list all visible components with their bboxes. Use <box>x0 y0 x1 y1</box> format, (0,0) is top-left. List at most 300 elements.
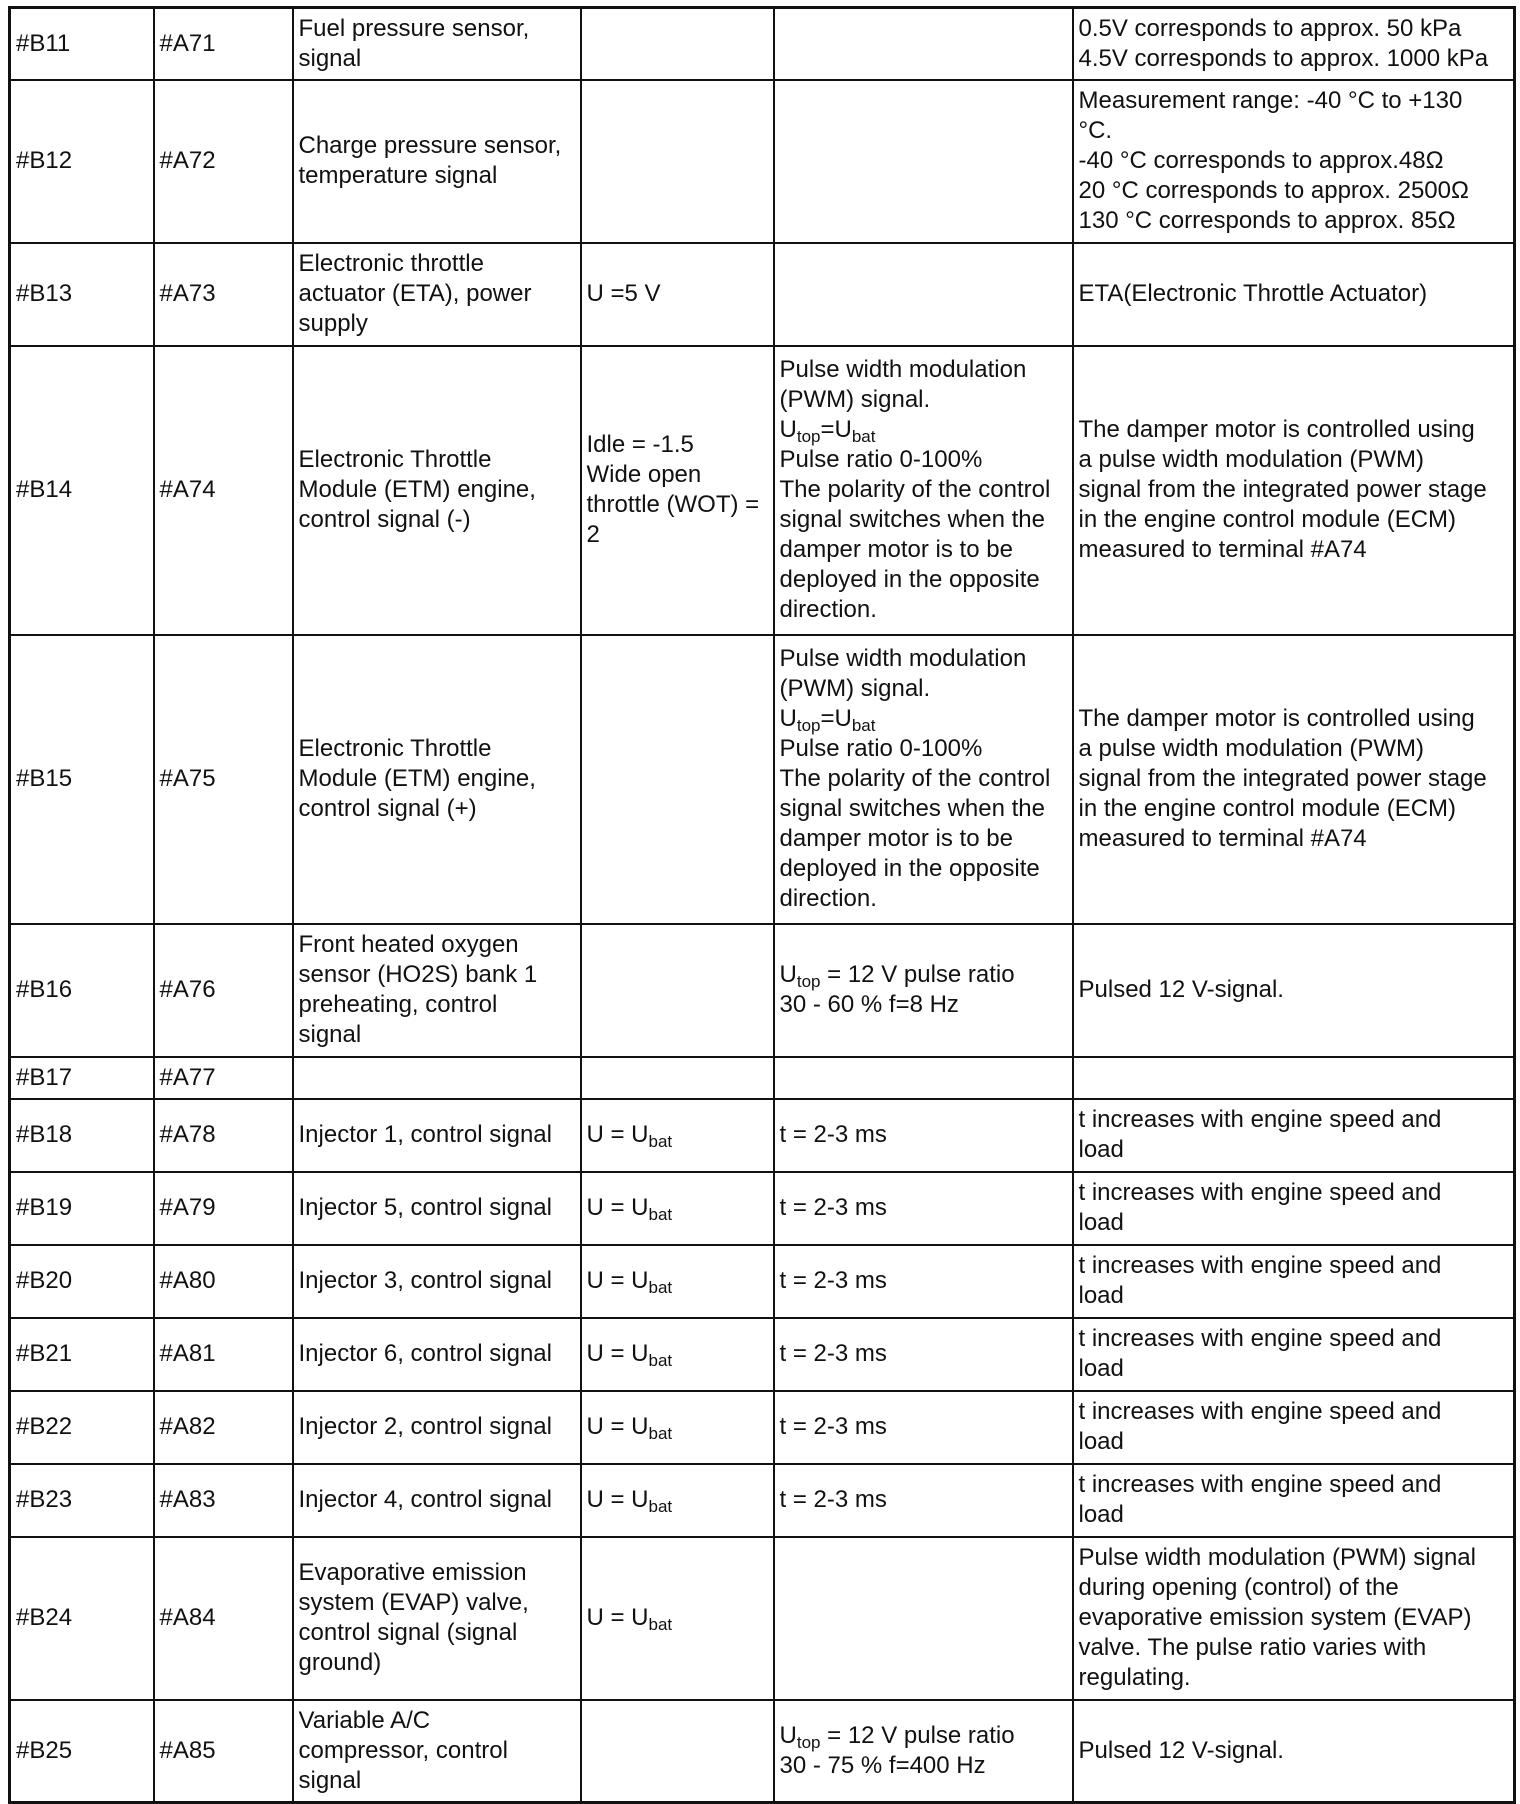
dc-voltage-line <box>587 1120 768 1150</box>
notes-cell <box>1073 1057 1515 1099</box>
notes <box>1079 86 1509 236</box>
notes-line: signal from the integrated power stage <box>1078 476 1487 503</box>
description-line: control signal (-) <box>298 506 471 533</box>
ac-signal-line: (PWM) signal. <box>779 386 931 413</box>
notes-line: t increases with engine speed and <box>1078 1106 1442 1133</box>
description-cell <box>293 346 581 635</box>
ac-signal-line: signal switches when the <box>779 506 1045 533</box>
pin-b-label: #B19 <box>16 1194 73 1221</box>
pin-a-label: #A72 <box>159 147 216 174</box>
description-line: preheating, control <box>298 991 498 1018</box>
ac-signal-cell <box>774 1172 1073 1245</box>
description-line: Electronic throttle <box>298 250 484 277</box>
notes <box>1079 415 1509 565</box>
description-line: signal <box>298 1766 362 1794</box>
pin-b-cell <box>10 635 154 924</box>
pin-b-label: #B15 <box>16 765 73 792</box>
dc-voltage <box>587 1193 768 1223</box>
pin-b-label: #B23 <box>16 1486 73 1513</box>
dc-voltage-line: Idle = -1.5 <box>586 431 694 458</box>
ac-signal-line: Pulse width modulation <box>779 645 1027 672</box>
notes-line: during opening (control) of the <box>1078 1574 1399 1601</box>
notes <box>1079 1397 1509 1457</box>
ac-signal-line <box>780 1721 1067 1751</box>
pin-a-cell <box>154 1700 293 1803</box>
dc-voltage-cell <box>581 1099 774 1172</box>
ac-signal-line: signal switches when the <box>779 795 1045 822</box>
table-row <box>10 1391 1515 1464</box>
description-cell <box>293 1318 581 1391</box>
dc-voltage-line <box>587 1266 768 1296</box>
notes <box>1079 1543 1509 1693</box>
pin-a-cell <box>154 1245 293 1318</box>
ac-signal <box>780 644 1067 914</box>
pin-b-label: #B14 <box>16 476 73 503</box>
description-cell <box>293 924 581 1057</box>
ac-signal-value: t = 2-3 ms <box>779 1413 887 1440</box>
notes <box>1079 975 1509 1005</box>
ac-signal-line: The polarity of the control <box>779 476 1051 503</box>
table-row <box>10 1057 1515 1099</box>
utop-ubat-formula: $U_{top}=U_{bat}$ <box>779 705 876 735</box>
description-line: supply <box>298 310 368 337</box>
formula-subscript: bat <box>648 1497 673 1516</box>
ac-signal-cell <box>774 1464 1073 1537</box>
notes-line: °C. <box>1078 117 1113 144</box>
dc-voltage <box>587 1266 768 1296</box>
formula-symbol: U <box>779 1721 797 1749</box>
formula-value: = 12 V pulse ratio <box>820 1721 1015 1749</box>
description-cell <box>293 1700 581 1803</box>
dc-voltage-line <box>587 1339 768 1369</box>
description-line: signal <box>298 44 362 72</box>
notes-line: in the engine control module (ECM) <box>1078 506 1457 533</box>
ac-signal-line: Pulse width modulation <box>779 356 1027 383</box>
dc-voltage-cell <box>581 1537 774 1700</box>
notes <box>1079 279 1509 309</box>
description <box>299 1706 575 1796</box>
notes-cell <box>1073 8 1515 80</box>
notes-line: signal from the integrated power stage <box>1078 765 1487 792</box>
pin-b-cell <box>10 1700 154 1803</box>
notes-line: t increases with engine speed and <box>1078 1179 1442 1206</box>
description <box>299 1485 575 1515</box>
pin-b-label: #B21 <box>16 1340 73 1367</box>
dc-voltage-cell <box>581 1172 774 1245</box>
description-cell <box>293 243 581 346</box>
table-row <box>10 243 1515 346</box>
notes-line: regulating. <box>1078 1664 1191 1691</box>
notes <box>1079 1251 1509 1311</box>
pin-b-label: #B20 <box>16 1267 73 1294</box>
description-line: Charge pressure sensor, <box>298 132 562 159</box>
table-row <box>10 635 1515 924</box>
pin-b-cell <box>10 1318 154 1391</box>
pin-b-cell <box>10 924 154 1057</box>
ac-signal-line: deployed in the opposite <box>779 855 1040 882</box>
description-line: Electronic Throttle <box>298 735 492 762</box>
pin-a-label: #A78 <box>159 1121 216 1148</box>
description-cell <box>293 1172 581 1245</box>
dc-voltage-cell <box>581 1245 774 1318</box>
notes <box>1079 1105 1509 1165</box>
notes-line: 4.5V corresponds to approx. 1000 kPa <box>1078 44 1489 72</box>
pin-b-cell <box>10 8 154 80</box>
pin-a-cell <box>154 1172 293 1245</box>
description <box>299 1193 575 1223</box>
pin-a-label: #A77 <box>159 1063 216 1091</box>
formula-symbol: U = U <box>586 1121 649 1148</box>
formula-symbol: U = U <box>586 1486 649 1513</box>
notes-line: The damper motor is controlled using <box>1078 416 1475 443</box>
description-cell <box>293 1057 581 1099</box>
pin-b-label: #B24 <box>16 1604 73 1631</box>
notes-cell <box>1073 1172 1515 1245</box>
description-line: Injector 6, control signal <box>298 1340 552 1367</box>
description-line: Module (ETM) engine, <box>298 765 536 792</box>
ac-signal-cell <box>774 8 1073 80</box>
dc-voltage-line <box>587 1193 768 1223</box>
ac-signal-line: direction. <box>779 885 877 912</box>
notes-line: measured to terminal #A74 <box>1078 825 1367 852</box>
pin-a-cell <box>154 924 293 1057</box>
pin-b-cell <box>10 243 154 346</box>
pin-b-label: #B11 <box>16 29 71 57</box>
table-row <box>10 1700 1515 1803</box>
description-line: sensor (HO2S) bank 1 <box>298 961 538 988</box>
notes-cell <box>1073 1099 1515 1172</box>
dc-voltage-line: 2 <box>586 521 600 548</box>
ac-signal-cell <box>774 1537 1073 1700</box>
notes-line: t increases with engine speed and <box>1078 1398 1442 1425</box>
pin-a-cell <box>154 1099 293 1172</box>
ac-signal <box>780 1721 1067 1781</box>
dc-voltage <box>587 430 768 550</box>
description-line: ground) <box>298 1649 382 1676</box>
pin-b-cell <box>10 346 154 635</box>
notes-line: load <box>1078 1136 1124 1163</box>
notes <box>1079 704 1509 854</box>
dc-voltage-cell <box>581 243 774 346</box>
description-line: temperature signal <box>298 162 498 189</box>
ac-signal-cell <box>774 80 1073 243</box>
table-row <box>10 1245 1515 1318</box>
notes-line: load <box>1078 1209 1124 1236</box>
dc-voltage <box>587 1485 768 1515</box>
description <box>299 1412 575 1442</box>
notes-line: 130 °C corresponds to approx. 85Ω <box>1078 207 1456 234</box>
description <box>299 14 575 74</box>
pin-a-label: #A82 <box>159 1413 216 1440</box>
pin-a-cell <box>154 1537 293 1700</box>
dc-voltage-line <box>587 1485 768 1515</box>
dc-voltage-line <box>587 1603 768 1633</box>
notes-line: t increases with engine speed and <box>1078 1252 1442 1279</box>
table-row <box>10 1172 1515 1245</box>
notes-cell <box>1073 1537 1515 1700</box>
ac-signal-value: t = 2-3 ms <box>779 1194 887 1221</box>
pin-b-label: #B13 <box>16 280 73 307</box>
description-cell <box>293 1391 581 1464</box>
notes-cell <box>1073 1245 1515 1318</box>
table-row <box>10 8 1515 80</box>
notes-line: a pulse width modulation (PWM) <box>1078 446 1424 473</box>
dc-voltage-cell <box>581 1057 774 1099</box>
dc-voltage-cell <box>581 924 774 1057</box>
table-row <box>10 1537 1515 1700</box>
pin-a-label: #A81 <box>159 1340 216 1367</box>
description <box>299 734 575 824</box>
pin-a-label: #A80 <box>159 1267 216 1294</box>
description-line: Injector 5, control signal <box>298 1194 552 1221</box>
table-row <box>10 1464 1515 1537</box>
dc-voltage-cell <box>581 80 774 243</box>
pin-b-label: #B16 <box>16 976 73 1003</box>
formula-symbol: U = U <box>586 1194 649 1221</box>
ac-signal-value: t = 2-3 ms <box>779 1267 887 1294</box>
dc-voltage-cell <box>581 1700 774 1803</box>
description-line: Injector 4, control signal <box>298 1486 552 1513</box>
description-line: Evaporative emission <box>298 1559 527 1586</box>
notes-line: The damper motor is controlled using <box>1078 705 1475 732</box>
notes-line: a pulse width modulation (PWM) <box>1078 735 1424 762</box>
ac-signal-line <box>780 960 1067 990</box>
notes-line: Pulse width modulation (PWM) signal <box>1078 1544 1476 1571</box>
pin-a-cell <box>154 635 293 924</box>
formula-subscript: top <box>796 1732 821 1752</box>
dc-voltage-cell <box>581 346 774 635</box>
notes-line: 20 °C corresponds to approx. 2500Ω <box>1078 177 1469 204</box>
dc-voltage <box>587 1120 768 1150</box>
notes-cell <box>1073 80 1515 243</box>
description-line: Module (ETM) engine, <box>298 476 536 503</box>
description-cell <box>293 635 581 924</box>
notes-line: valve. The pulse ratio varies with <box>1078 1634 1427 1661</box>
ac-signal-cell <box>774 924 1073 1057</box>
description-cell <box>293 1464 581 1537</box>
pin-b-cell <box>10 1464 154 1537</box>
pin-a-label: #A83 <box>159 1486 216 1513</box>
description-line: Front heated oxygen <box>298 931 519 958</box>
dc-voltage-line: throttle (WOT) = <box>586 491 760 518</box>
pin-a-cell <box>154 80 293 243</box>
pin-b-label: #B17 <box>16 1063 73 1091</box>
ac-signal-cell <box>774 1245 1073 1318</box>
dc-voltage-value: U =5 V <box>586 280 661 307</box>
description <box>299 249 575 339</box>
notes-cell <box>1073 1318 1515 1391</box>
description-line: system (EVAP) valve, <box>298 1589 529 1616</box>
pin-b-label: #B18 <box>16 1121 73 1148</box>
description-line: actuator (ETA), power <box>298 280 532 307</box>
ac-signal-value: t = 2-3 ms <box>779 1486 887 1513</box>
pin-a-cell <box>154 1464 293 1537</box>
ac-signal-line: 30 - 60 % f=8 Hz <box>779 991 959 1018</box>
description-line: signal <box>298 1021 362 1048</box>
description <box>299 1558 575 1678</box>
description <box>299 445 575 535</box>
pin-b-label: #B25 <box>16 1736 73 1764</box>
pin-b-cell <box>10 1099 154 1172</box>
description-line: Electronic Throttle <box>298 446 492 473</box>
formula-symbol: U <box>779 961 797 988</box>
notes-cell <box>1073 1700 1515 1803</box>
description-cell <box>293 1537 581 1700</box>
ac-signal-cell <box>774 1318 1073 1391</box>
formula-value: = 12 V pulse ratio <box>820 961 1015 988</box>
notes-line: measured to terminal #A74 <box>1078 536 1367 563</box>
ac-signal-line: Pulse ratio 0-100% <box>779 446 983 473</box>
ac-signal-value: t = 2-3 ms <box>779 1340 887 1367</box>
pin-a-cell <box>154 1057 293 1099</box>
description-line: Injector 3, control signal <box>298 1267 552 1294</box>
formula-subscript: bat <box>648 1351 673 1370</box>
pin-a-label: #A71 <box>159 29 216 57</box>
notes-line: t increases with engine speed and <box>1078 1325 1442 1352</box>
ac-signal-line: (PWM) signal. <box>779 675 931 702</box>
ac-signal-cell <box>774 1700 1073 1803</box>
ac-signal-line: 30 - 75 % f=400 Hz <box>779 1751 986 1779</box>
pin-a-label: #A85 <box>159 1736 216 1764</box>
formula-subscript: top <box>796 972 821 991</box>
description-cell <box>293 1245 581 1318</box>
ac-signal-cell <box>774 1391 1073 1464</box>
notes-line: t increases with engine speed and <box>1078 1471 1442 1498</box>
ac-signal-line: damper motor is to be <box>779 536 1013 563</box>
notes <box>1079 1178 1509 1238</box>
dc-voltage-line: Wide open <box>586 461 702 488</box>
description-line: Variable A/C <box>298 1706 431 1734</box>
formula-subscript: bat <box>648 1424 673 1443</box>
table-row <box>10 80 1515 243</box>
dc-voltage-cell <box>581 1318 774 1391</box>
notes-line: in the engine control module (ECM) <box>1078 795 1457 822</box>
notes-cell <box>1073 635 1515 924</box>
notes-line: load <box>1078 1282 1124 1309</box>
ac-signal <box>780 960 1067 1020</box>
notes-line: evaporative emission system (EVAP) <box>1078 1604 1472 1631</box>
notes-cell <box>1073 1391 1515 1464</box>
formula-symbol: U = U <box>586 1267 649 1294</box>
notes-cell <box>1073 346 1515 635</box>
pin-a-label: #A79 <box>159 1194 216 1221</box>
dc-voltage-line <box>587 1412 768 1442</box>
description-line: compressor, control <box>298 1736 508 1764</box>
ac-signal-line: direction. <box>779 596 877 623</box>
description <box>299 930 575 1050</box>
formula-symbol: U = U <box>586 1413 649 1440</box>
ac-signal-line: deployed in the opposite <box>779 566 1040 593</box>
ac-signal-cell <box>774 1099 1073 1172</box>
notes <box>1079 1736 1509 1766</box>
description-line: Injector 2, control signal <box>298 1413 552 1440</box>
notes <box>1079 1470 1509 1530</box>
description-line: control signal (+) <box>298 795 477 822</box>
pin-assignment-table <box>8 6 1516 1804</box>
pin-a-label: #A73 <box>159 280 216 307</box>
pin-b-label: #B22 <box>16 1413 73 1440</box>
dc-voltage-cell <box>581 1391 774 1464</box>
pin-a-label: #A84 <box>159 1604 216 1631</box>
notes-line: load <box>1078 1355 1124 1382</box>
notes-cell <box>1073 924 1515 1057</box>
pin-b-cell <box>10 1172 154 1245</box>
notes <box>1079 1324 1509 1384</box>
formula-subscript: bat <box>648 1132 673 1151</box>
ac-signal <box>780 355 1067 625</box>
notes-line: load <box>1078 1428 1124 1455</box>
dc-voltage-cell <box>581 8 774 80</box>
table-row <box>10 924 1515 1057</box>
pin-b-cell <box>10 1057 154 1099</box>
description-cell <box>293 8 581 80</box>
pin-a-cell <box>154 346 293 635</box>
description <box>299 1266 575 1296</box>
ac-signal-line: damper motor is to be <box>779 825 1013 852</box>
notes <box>1079 14 1509 74</box>
pin-b-label: #B12 <box>16 147 73 174</box>
pin-a-cell <box>154 8 293 80</box>
ac-signal-cell <box>774 243 1073 346</box>
formula-subscript: bat <box>648 1205 673 1224</box>
ac-signal-line: Pulse ratio 0-100% <box>779 735 983 762</box>
ac-signal-cell <box>774 346 1073 635</box>
description-cell <box>293 1099 581 1172</box>
description-cell <box>293 80 581 243</box>
notes-line: 0.5V corresponds to approx. 50 kPa <box>1078 14 1462 42</box>
pin-b-cell <box>10 1537 154 1700</box>
dc-voltage <box>587 1603 768 1633</box>
notes-line: -40 °C corresponds to approx.48Ω <box>1078 147 1444 174</box>
pin-b-cell <box>10 1245 154 1318</box>
notes-line: ETA(Electronic Throttle Actuator) <box>1078 280 1428 307</box>
ac-signal-value: t = 2-3 ms <box>779 1121 887 1148</box>
notes-cell <box>1073 243 1515 346</box>
dc-voltage-cell <box>581 635 774 924</box>
description <box>299 131 575 191</box>
formula-subscript: bat <box>648 1278 673 1297</box>
ac-signal-cell <box>774 1057 1073 1099</box>
dc-voltage <box>587 1412 768 1442</box>
table-body <box>10 8 1515 1803</box>
formula-subscript: bat <box>648 1615 673 1634</box>
pin-b-cell <box>10 80 154 243</box>
description <box>299 1120 575 1150</box>
description-line: Injector 1, control signal <box>298 1121 552 1148</box>
description-line: control signal (signal <box>298 1619 518 1646</box>
ac-signal-cell <box>774 635 1073 924</box>
dc-voltage-cell <box>581 1464 774 1537</box>
dc-voltage <box>587 1339 768 1369</box>
notes-line: load <box>1078 1501 1124 1528</box>
table-row <box>10 1318 1515 1391</box>
notes-line: Measurement range: -40 °C to +130 <box>1078 87 1463 114</box>
description <box>299 1339 575 1369</box>
description-line: Fuel pressure sensor, <box>298 14 530 42</box>
ac-signal-line: The polarity of the control <box>779 765 1051 792</box>
notes-line: Pulsed 12 V-signal. <box>1078 976 1284 1003</box>
pin-b-cell <box>10 1391 154 1464</box>
pin-a-label: #A76 <box>159 976 216 1003</box>
pin-a-cell <box>154 243 293 346</box>
table-row <box>10 346 1515 635</box>
formula-symbol: U = U <box>586 1604 649 1631</box>
pin-a-cell <box>154 1391 293 1464</box>
pin-a-cell <box>154 1318 293 1391</box>
formula-symbol: U = U <box>586 1340 649 1367</box>
pin-a-label: #A75 <box>159 765 216 792</box>
notes-line: Pulsed 12 V-signal. <box>1078 1736 1284 1764</box>
